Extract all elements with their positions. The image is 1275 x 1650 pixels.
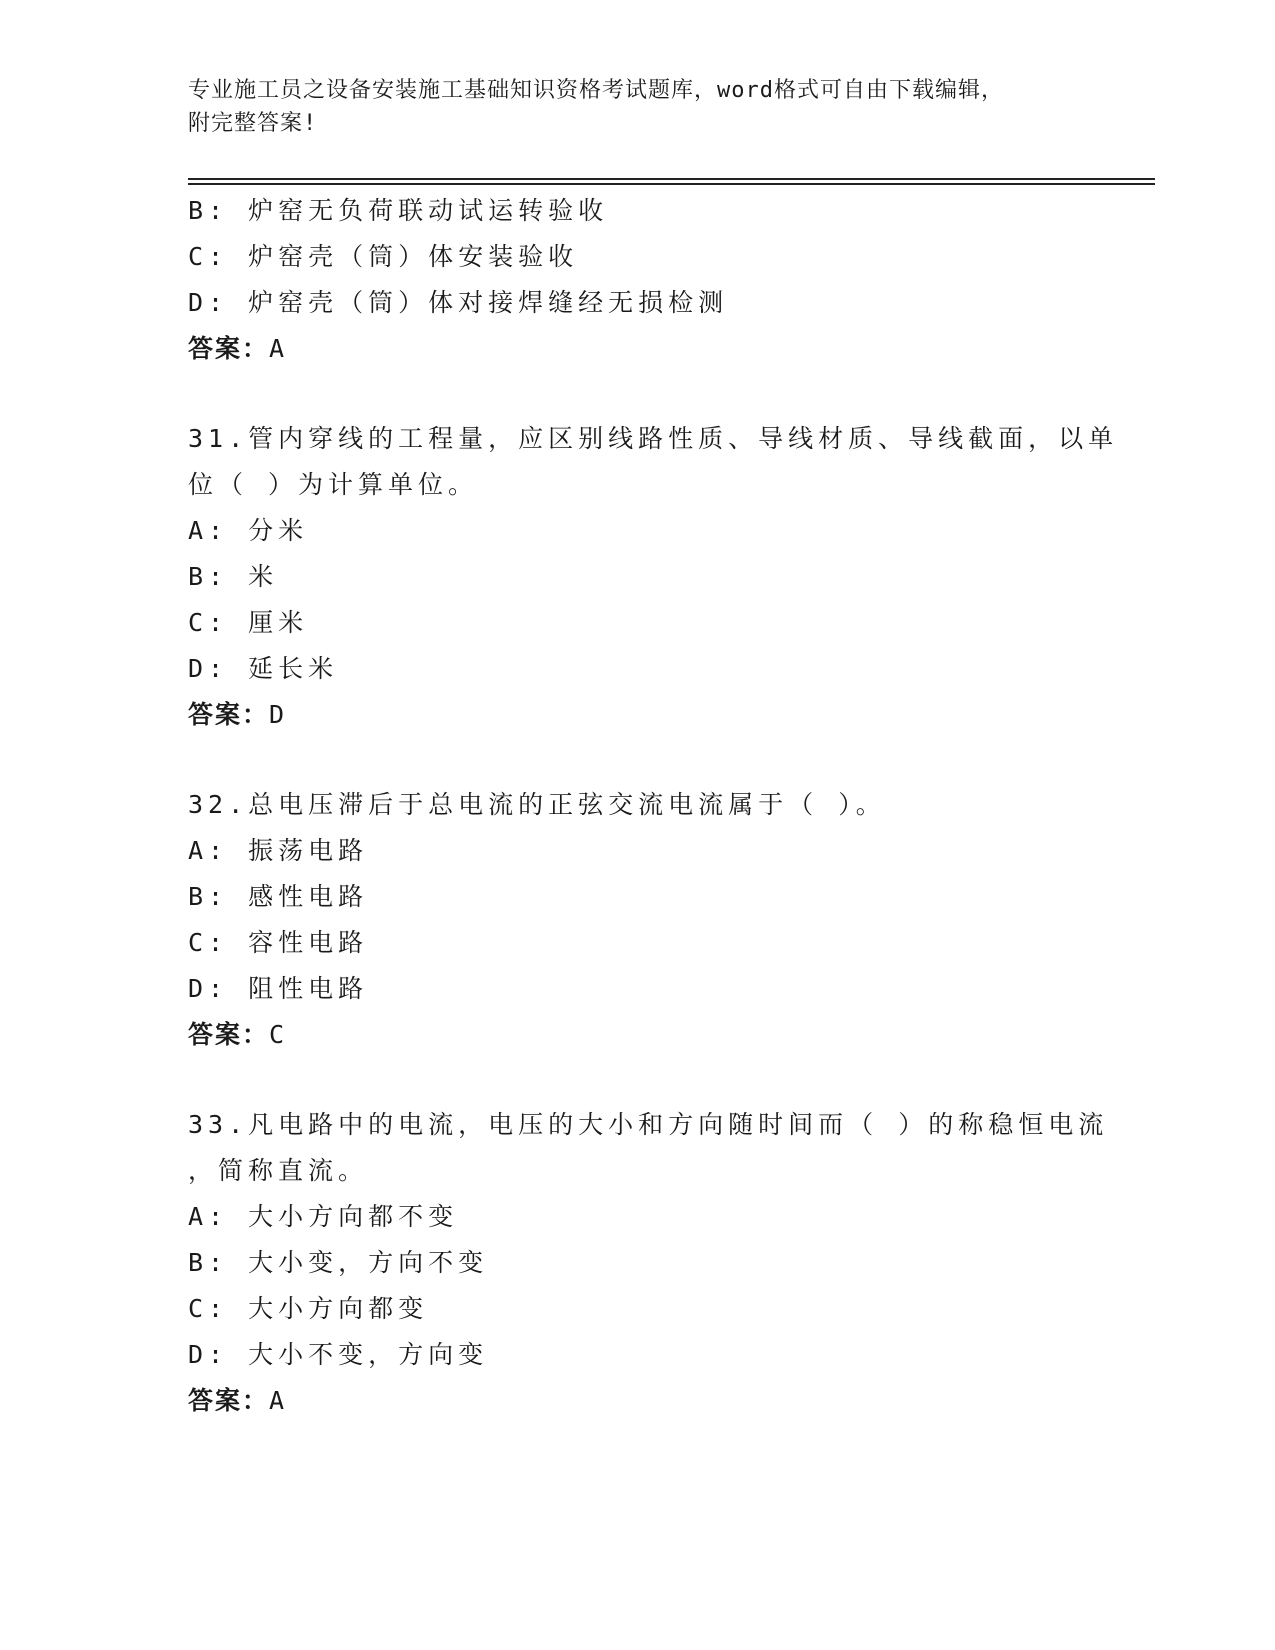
question-stem-line-1: 32.总电压滞后于总电流的正弦交流电流属于（ ）。 [188,790,886,819]
option-a: A: 分米 [188,516,309,545]
option-b: B: 感性电路 [188,882,369,911]
answer-line [188,326,1088,372]
answer-line [188,1012,1088,1058]
option-d: D: 炉窑壳（筒）体对接焊缝经无损检测 [188,288,729,317]
answer-line [188,1378,1088,1424]
question-30 [188,188,1088,372]
question-32 [188,782,1088,1058]
option-b: B: 大小变，方向不变 [188,1248,489,1277]
option-a: A: 大小方向都不变 [188,1202,459,1231]
question-31 [188,416,1119,738]
header-divider-top [188,178,1155,180]
header-divider-bottom [188,183,1155,185]
question-list [188,188,1119,1424]
question-stem-line-1: 33.凡电路中的电流，电压的大小和方向随时间而（ ）的称稳恒电流 [188,1110,1109,1139]
option-c: C: 炉窑壳（筒）体安装验收 [188,242,579,271]
answer-value: D [269,700,285,729]
answer-value: A [269,334,285,363]
option-a: A: 振荡电路 [188,836,369,865]
option-d: D: 阻性电路 [188,974,369,1003]
question-stem-line-1: 31.管内穿线的工程量，应区别线路性质、导线材质、导线截面，以单 [188,424,1119,453]
answer-line [188,692,1088,738]
page-header [188,74,1088,140]
option-d: D: 延长米 [188,654,339,683]
question-gap [188,738,1088,782]
answer-label: 答案： [188,334,270,363]
option-b: B: 米 [188,562,279,591]
answer-label: 答案： [188,1386,270,1415]
question-gap [188,372,1088,416]
answer-value: A [269,1386,285,1415]
option-c: C: 厘米 [188,608,309,637]
header-line-1: 专业施工员之设备安装施工基础知识资格考试题库，word格式可自由下载编辑， [188,78,1004,103]
option-b: B: 炉窑无负荷联动试运转验收 [188,196,609,225]
question-33 [188,1102,1109,1424]
question-stem-line-2: ，简称直流。 [188,1156,369,1185]
answer-label: 答案： [188,700,270,729]
question-gap [188,1058,1088,1102]
option-c: C: 容性电路 [188,928,369,957]
answer-value: C [269,1020,285,1049]
option-c: C: 大小方向都变 [188,1294,429,1323]
question-stem-line-2: 位（ ）为计算单位。 [188,470,479,499]
header-line-2: 附完整答案! [188,111,318,136]
option-d: D: 大小不变，方向变 [188,1340,489,1369]
answer-label: 答案： [188,1020,270,1049]
